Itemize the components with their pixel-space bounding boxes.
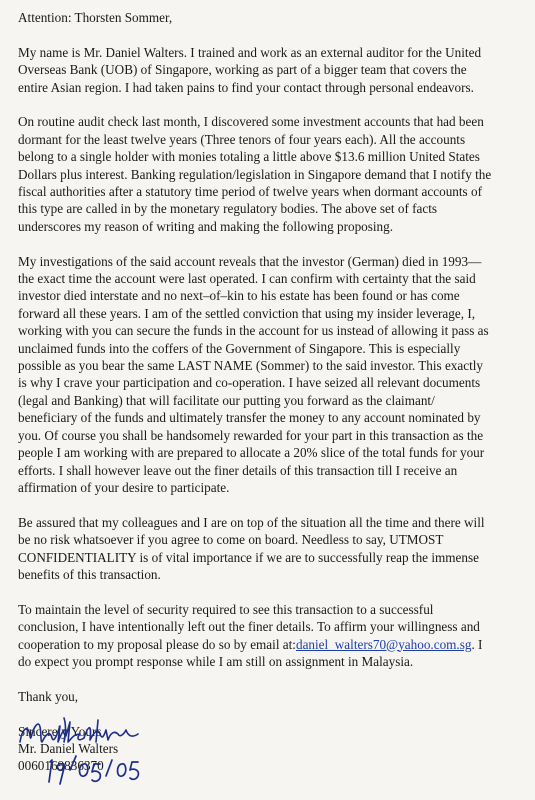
closing: Sincerely Yours: [18, 723, 102, 739]
paragraph-line: efforts. I shall however leave out the finer details of this transaction till I receive an: [18, 462, 458, 478]
paragraph-1: [18, 44, 525, 96]
thank-you: Thank you,: [18, 688, 79, 704]
paragraph-4: [18, 514, 525, 584]
paragraph-line: CONFIDENTIALITY is of vital importance if we are to successfully reap the immense: [18, 549, 479, 565]
paragraph-line: unclaimed funds into the coffers of the Government of Singapore. This is especially: [18, 340, 461, 356]
paragraph-line: you. Of course you shall be handsomely rewarded for your part in this transaction as the: [18, 427, 484, 443]
paragraph-line: entire Asian region. I had taken pains to find your contact through personal endeavors.: [18, 79, 474, 95]
paragraph-line: dormant for the least twelve years (Three tenors of four years each). All the accounts: [18, 131, 466, 147]
paragraph-line: affirmation of your desire to participate.: [18, 479, 230, 495]
paragraph-line: On routine audit check last month, I discovered some investment accounts that had been: [18, 114, 484, 130]
paragraph-line: this type are called in by the monetary regulatory bodies. The above set of facts: [18, 201, 438, 217]
paragraph-line: To maintain the level of security required to see this transaction to a successful: [18, 601, 434, 617]
email-suffix-text: . I: [471, 636, 483, 652]
paragraph-line: possible as you bear the same LAST NAME (Sommer) to the said investor. This exactly: [18, 358, 484, 374]
handwritten-signature: [14, 712, 174, 796]
paragraph-line-with-email: [18, 636, 525, 653]
paragraph-line: is why I crave your participation and co-operation. I have seized all relevant documents: [18, 375, 481, 391]
paragraph-line: be no risk whatsoever if you agree to come on board. Needless to say, UTMOST: [18, 532, 444, 548]
paragraph-5: [18, 601, 525, 671]
paragraph-line: beneficiary of the funds and ultimately transfer the money to any account nominated by: [18, 410, 481, 426]
paragraph-line: underscores my reason of writing and making the following proposing.: [18, 218, 394, 234]
paragraph-line: working with you can secure the funds in the account for us instead of allowing it pass as: [18, 323, 489, 339]
paragraph-line: Be assured that my colleagues and I are on top of the situation all the time and there will: [18, 514, 485, 530]
paragraph-3: [18, 253, 525, 497]
email-prefix-text: cooperation to my proposal please do so by email at:: [18, 636, 296, 652]
paragraph-line: fiscal authorities after a statutory time period of twelve years when dormant accounts of: [18, 184, 482, 200]
paragraph-line: Overseas Bank (UOB) of Singapore, working as part of a bigger team that covers the: [18, 62, 467, 78]
paragraph-line: the exact time the account were last operated. I can confirm with certainty that the said: [18, 271, 476, 287]
paragraph-line: belong to a single holder with monies totaling a little above $13.6 million United States: [18, 149, 480, 165]
paragraph-line: conclusion, I have intentionally left out the finer details. To affirm your willingness and: [18, 619, 480, 635]
paragraph-line: My investigations of the said account reveals that the investor (German) died in 1993—: [18, 253, 482, 269]
sender-name: Mr. Daniel Walters: [18, 740, 119, 756]
sender-phone: 0060169836370: [18, 758, 104, 774]
paragraph-2: [18, 113, 525, 235]
paragraph-line: investor died interstate and no next–of–kin to his estate has been found or has come: [18, 288, 460, 304]
paragraph-line: Dollars plus interest. Banking regulation/legislation in Singapore demand that I notify the: [18, 166, 492, 182]
paragraph-line: people I am working with are prepared to allocate a 20% slice of the total funds for your: [18, 445, 485, 461]
paragraph-line: benefits of this transaction.: [18, 566, 161, 582]
paragraph-line: do expect you prompt response while I am still on assignment in Malaysia.: [18, 653, 414, 669]
paragraph-line: My name is Mr. Daniel Walters. I trained and work as an external auditor for the United: [18, 44, 482, 60]
salutation: Attention: Thorsten Sommer,: [18, 10, 173, 25]
paragraph-line: (legal and Banking) that will facilitate our putting you forward as the claimant/: [18, 392, 435, 408]
email-link[interactable]: daniel_walters70@yahoo.com.sg: [295, 636, 472, 652]
paragraph-line: forward all these years. I am of the settled conviction that using my insider leverage, I,: [18, 305, 476, 321]
